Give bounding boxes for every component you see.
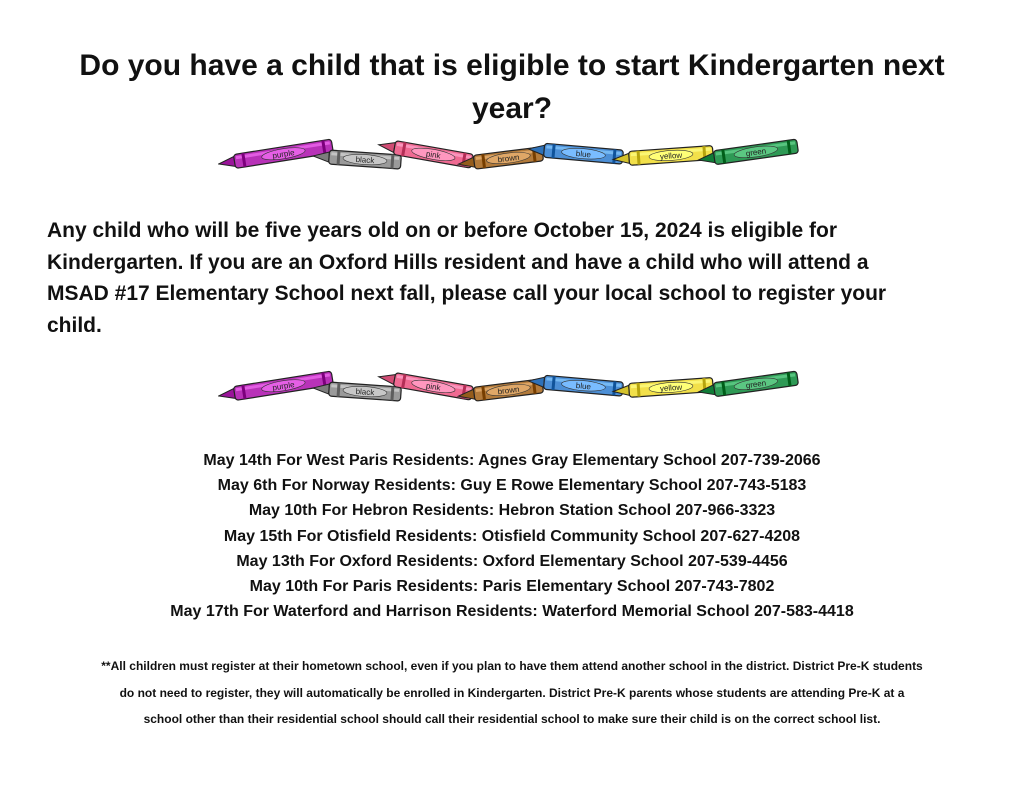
crayon-label: yellow — [659, 382, 683, 394]
intro-line-4: child. — [47, 313, 102, 337]
note-line-2: do not need to register, they will automatically be enrolled in Kindergarten. District Pre-K parents whose students are attending Pre-K at a — [119, 685, 905, 700]
intro-line-2: Kindergarten. If you are an Oxford Hills resident and have a child who will attend a — [47, 250, 869, 274]
crayon-label: black — [355, 154, 375, 166]
crayon-label: black — [355, 386, 375, 398]
registration-note — [40, 653, 984, 733]
title-line-2: year? — [471, 92, 553, 125]
crayon-yellow-icon — [613, 378, 714, 399]
crayon-label: yellow — [659, 150, 683, 162]
crayon-label: pink — [425, 381, 442, 393]
crayon-label: green — [745, 146, 767, 159]
note-line-1: **All children must register at their hometown school, even if you plan to have them attend another school in the district. District Pre-K students — [101, 659, 923, 673]
crayon-label: brown — [497, 152, 520, 165]
schedule-item: May 6th For Norway Residents: Guy E Rowe Elementary School 207-743-5183 — [217, 477, 807, 495]
schedule-item: May 10th For Paris Residents: Paris Elementary School 207-743-7802 — [249, 578, 775, 596]
title-line-1: Do you have a child that is eligible to start Kindergarten next — [79, 49, 945, 82]
schedule-item: May 15th For Otisfield Residents: Otisfield Community School 207-627-4208 — [223, 527, 801, 545]
page-title — [40, 44, 984, 130]
crayon-label: purple — [271, 380, 296, 393]
schedule-item: May 10th For Hebron Residents: Hebron Station School 207-966-3323 — [248, 502, 776, 520]
schedule-item: May 13th For Oxford Residents: Oxford Elementary School 207-539-4456 — [236, 552, 788, 570]
crayon-label: brown — [497, 384, 520, 397]
crayon-label: blue — [575, 381, 592, 392]
crayon-divider-top — [218, 132, 803, 184]
crayon-label: green — [745, 378, 767, 391]
crayon-label: purple — [271, 148, 296, 161]
eligibility-paragraph — [47, 215, 987, 341]
schedule-item: May 14th For West Paris Residents: Agnes Gray Elementary School 207-739-2066 — [203, 452, 821, 469]
schedule-item: May 17th For Waterford and Harrison Residents: Waterford Memorial School 207-583-4418 — [170, 603, 854, 621]
intro-line-1: Any child who will be five years old on or before October 15, 2024 is eligible for — [47, 219, 838, 242]
crayon-green-icon — [698, 139, 799, 167]
intro-line-3: MSAD #17 Elementary School next fall, please call your local school to register your — [47, 282, 887, 305]
crayon-divider-bottom — [218, 364, 803, 416]
registration-schedule — [40, 448, 984, 624]
crayon-yellow-icon — [613, 146, 714, 167]
crayon-green-icon — [698, 371, 799, 399]
crayon-label: blue — [575, 149, 592, 160]
note-line-3: school other than their residential school should call their residential school to make sure their child is on the correct school list. — [143, 712, 881, 726]
crayon-label: pink — [425, 149, 442, 161]
